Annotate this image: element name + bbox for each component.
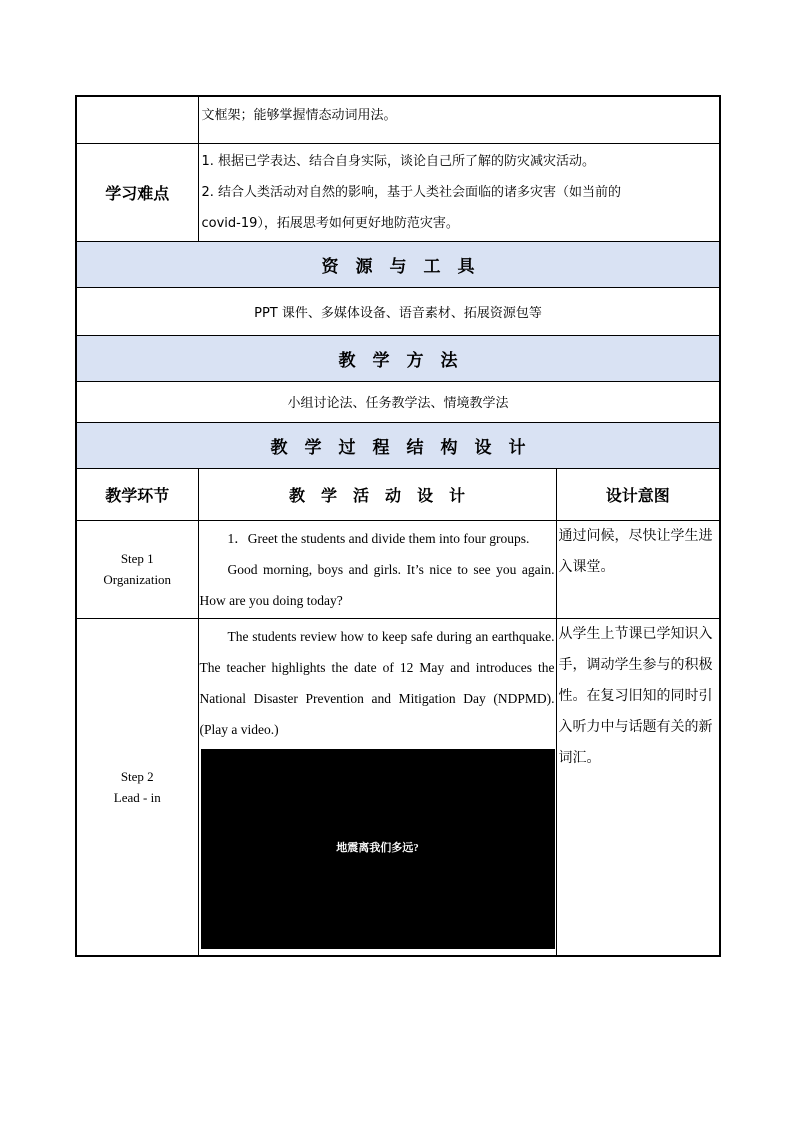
column-header-row: [76, 468, 720, 520]
difficulties-label: 学习难点: [76, 143, 198, 241]
objectives-continued-text: 文框架；能够掌握情态动词用法。: [198, 96, 720, 143]
step1-activity: [198, 520, 556, 618]
video-caption: 地震离我们多远?: [336, 842, 419, 854]
process-header-row: [76, 422, 720, 468]
step2-stage-name: Lead - in: [113, 789, 161, 805]
step2-activity: [198, 618, 556, 956]
resources-header-row: [76, 241, 720, 287]
methods-content: 小组讨论法、任务教学法、情境教学法: [76, 381, 720, 422]
resources-content-row: [76, 287, 720, 335]
step1-name: Step 1: [120, 551, 154, 566]
step2-purpose: 从学生上节课已学知识入手，调动学生参与的积极性。在复习旧知的同时引入听力中与话题有关的新词汇。: [556, 618, 720, 956]
process-title: 教 学 过 程 结 构 设 计: [76, 422, 720, 468]
difficulty-line: 1. 根据已学表达、结合自身实际，谈论自己所了解的防灾减灾活动。: [201, 153, 596, 169]
resources-title: 资 源 与 工 具: [76, 241, 720, 287]
step2-row: [76, 618, 720, 956]
methods-content-row: [76, 381, 720, 422]
step1-stage-name: Organization: [103, 572, 172, 587]
step1-stage: [76, 520, 198, 618]
lesson-plan-table: [75, 95, 721, 957]
video-player[interactable]: [201, 749, 555, 949]
resources-content: PPT 课件、多媒体设备、语音素材、拓展资源包等: [76, 287, 720, 335]
purpose-column-header: 设计意图: [556, 468, 720, 520]
activity-column-header: 教 学 活 动 设 计: [198, 468, 556, 520]
difficulty-line: 2. 结合人类活动对自然的影响，基于人类社会面临的诸多灾害（如当前的: [201, 184, 622, 200]
step1-purpose: 通过问候，尽快让学生进入课堂。: [556, 520, 720, 618]
methods-header-row: [76, 335, 720, 381]
difficulty-line: covid-19），拓展思考如何更好地防范灾害。: [201, 215, 459, 231]
empty-label-cell: [76, 96, 198, 143]
step1-row: [76, 520, 720, 618]
difficulties-row: [76, 143, 720, 241]
step1-activity-line: Good morning, boys and girls. It’s nice to see you again. How are you doing today?: [199, 561, 555, 608]
step2-name: Step 2: [120, 768, 154, 784]
methods-title: 教 学 方 法: [76, 335, 720, 381]
step2-activity-text: The students review how to keep safe during an earthquake. The teacher highlights the date of 12 May and introduces the National Disaster Prevention and Mitigation Day (NDPMD). (Play a video.): [199, 628, 555, 737]
stage-column-header: 教学环节: [76, 468, 198, 520]
step2-stage: [76, 618, 198, 956]
difficulties-content: [198, 143, 720, 241]
step1-activity-line: 1．Greet the students and divide them into four groups.: [227, 530, 530, 546]
objectives-continued-row: [76, 96, 720, 143]
